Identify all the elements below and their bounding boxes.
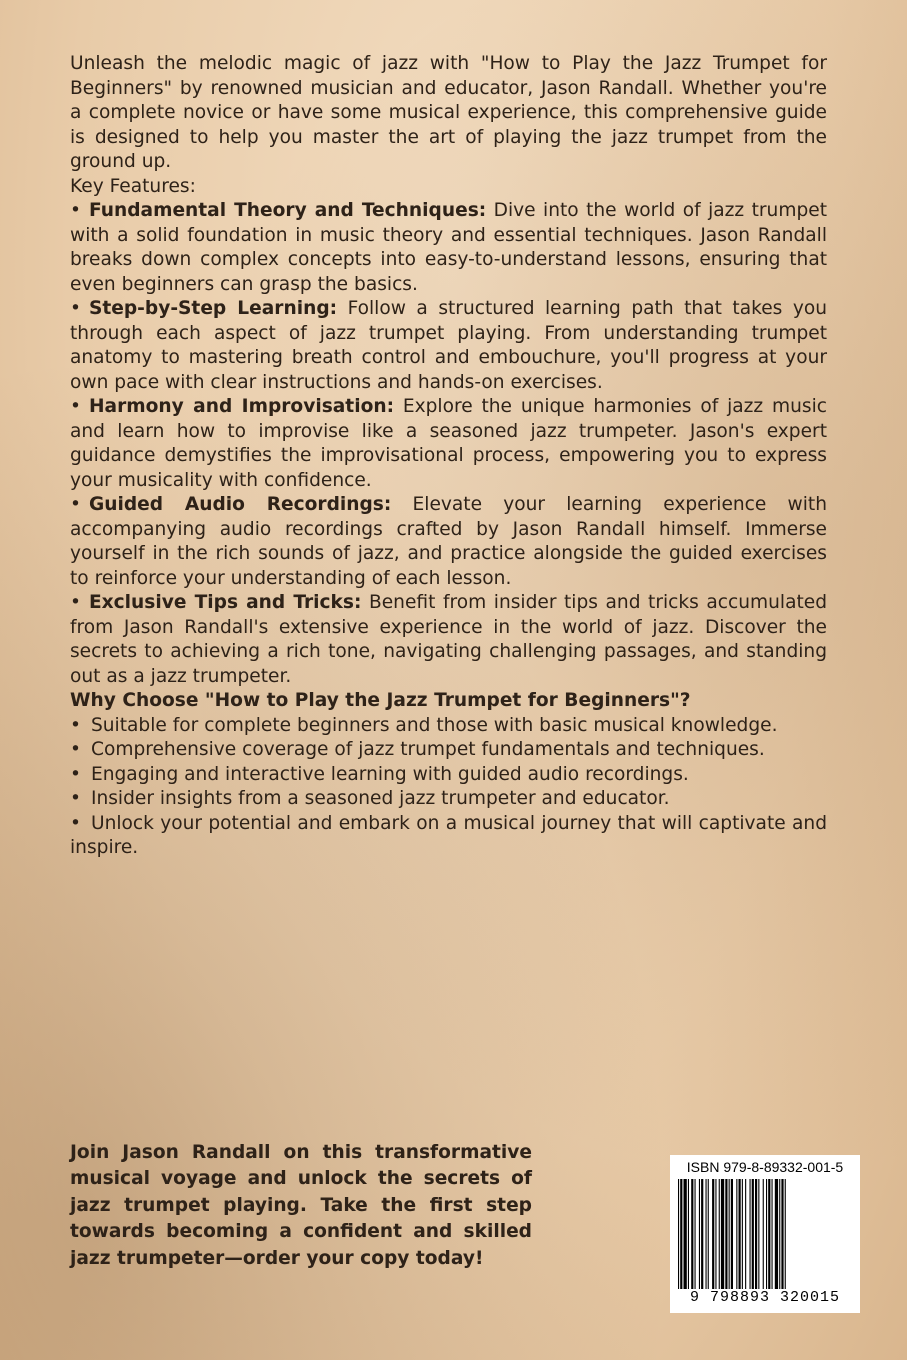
why-item-text: Comprehensive coverage of jazz trumpet fundamentals and techniques. [90,739,765,760]
intro-paragraph: Unleash the melodic magic of jazz with "How to Play the Jazz Trumpet for Beginners" by renowned musician and educator, Jason Randall. Whether you're a complete novice or have some musical experience, this comprehensive guide is designed to help you master the art of playing the jazz trumpet from the ground up. [70,53,827,172]
bullet: • [70,396,81,417]
feature-item [70,199,827,297]
feature-item [70,395,827,493]
bullet: • [70,298,81,319]
bullet: • [70,714,81,736]
feature-title: Fundamental Theory and Techniques: [88,200,487,221]
barcode-bars-icon [678,1179,854,1289]
barcode-digits: 9 798893 320015 [689,1289,841,1306]
isbn-barcode [670,1155,860,1313]
why-item [70,812,827,861]
feature-title: Exclusive Tips and Tricks: [88,592,362,613]
bullet: • [70,200,81,221]
bullet: • [70,739,81,760]
why-item [70,714,827,739]
why-item-text: Insider insights from a seasoned jazz trumpeter and educator. [90,788,670,809]
feature-item [70,297,827,395]
why-item-text: Engaging and interactive learning with guided audio recordings. [90,763,689,785]
feature-text: Follow a structured learning path that takes you through each aspect of jazz trumpet playing. From understanding trumpet anatomy to mastering breath control and embouchure, you'll progress at your own pace with clear instructions and hands-on exercises. [70,298,827,393]
bullet: • [70,494,81,515]
feature-text: Elevate your learning experience with accompanying audio recordings crafted by Jason Randall himself. Immerse yourself in the rich sounds of jazz, and practice alongside the guided exercises to reinforce your understanding of each lesson. [70,494,827,589]
feature-title: Step-by-Step Learning: [88,298,338,319]
bullet: • [70,788,81,809]
feature-text: Dive into the world of jazz trumpet with a solid foundation in music theory and essential techniques. Jason Randall breaks down complex concepts into easy-to-understand lessons, ensuring that even beginners can grasp the basics. [70,200,827,295]
closing-paragraph: Join Jason Randall on this transformative musical voyage and unlock the secrets of jazz trumpet playing. Take the first step towards becoming a confident and skilled jazz trumpeter—order your copy today! [70,1141,532,1269]
feature-item [70,591,827,689]
why-item-text: Suitable for complete beginners and those with basic musical knowledge. [90,714,778,736]
why-item [70,738,827,763]
why-item [70,763,827,788]
bullet: • [70,812,81,834]
feature-title: Guided Audio Recordings: [88,494,392,515]
feature-text: Benefit from insider tips and tricks accumulated from Jason Randall's extensive experience in the world of jazz. Discover the secrets to achieving a rich tone, navigating challenging passages, and standing out as a jazz trumpeter. [70,592,827,687]
isbn-label: ISBN 979-8-89332-001-5 [686,1159,844,1175]
feature-title: Harmony and Improvisation: [88,396,395,417]
why-choose-heading: Why Choose "How to Play the Jazz Trumpet for Beginners"? [70,690,691,711]
key-features-heading: Key Features: [70,175,196,197]
feature-item [70,493,827,591]
why-item [70,787,827,812]
back-cover-text [70,52,827,861]
feature-text: Explore the unique harmonies of jazz music and learn how to improvise like a seasoned jazz trumpeter. Jason's expert guidance demystifies the improvisational process, empowering you to express your musicality with confidence. [70,396,827,491]
bullet: • [70,763,81,785]
why-item-text: Unlock your potential and embark on a musical journey that will captivate and inspire. [70,812,827,858]
bullet: • [70,592,81,613]
